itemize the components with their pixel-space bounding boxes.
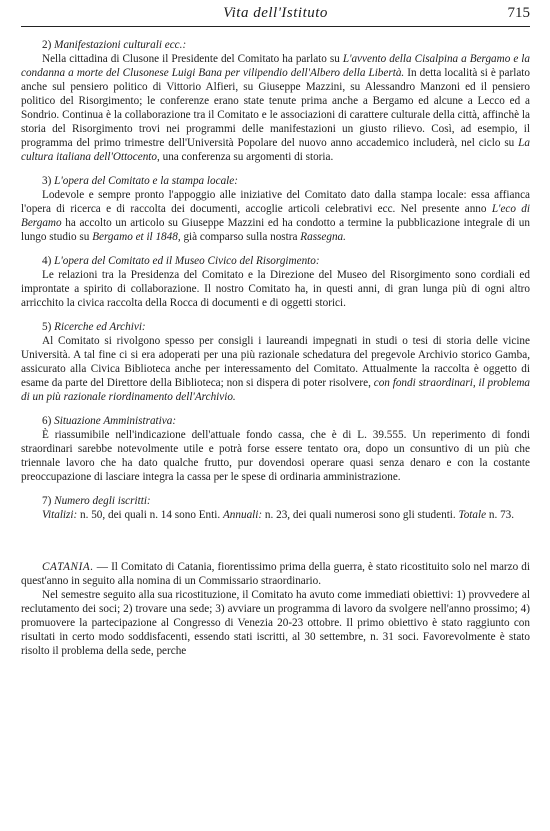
section-number: 7) (42, 495, 52, 507)
section-catania (21, 560, 530, 658)
italic-title: Rassegna. (300, 231, 346, 243)
section-number: 5) (42, 321, 52, 333)
text-run: , una conferenza su argomenti di storia. (157, 151, 334, 163)
section-heading (21, 494, 530, 508)
running-title: Vita dell'Istituto (223, 5, 328, 21)
paragraph: È riassumibile nell'indicazione dell'attuale fondo cassa, che è di L. 39.555. Un reperimento di fondi straordinari sarebbe notevolmente utile e potrà forse essere tentato ora, dopo un consuntivo di un più che triennale lavoro che ha dato qualche frutto, pur dovendosi operare quasi senza denaro e con la costante preoccupazione di lasciare integra la cassa per le spese di ordinaria amministrazione. (21, 429, 530, 483)
section-manifestazioni-culturali (21, 38, 530, 164)
text-run: Al Comitato si rivolgono spesso per consigli i laureandi impegnati in studi o tesi di storia delle vicine Università. A tal fine ci si era adoperati per una più razionale schedatura del pregevole Archivio storico Gamba, assicurato alla Civica Biblioteca anche per interessamento del Comitato. Attualmente la raccolta è oggetto di esame da parte del Direttore della Biblioteca; non si dispera di poter risolvere, (21, 335, 530, 389)
section-heading (21, 174, 530, 188)
city-name: CATANIA. (42, 561, 94, 573)
section-title: Ricerche ed Archivi: (54, 321, 146, 333)
section-heading (21, 38, 530, 52)
section-number: 6) (42, 415, 52, 427)
paragraph (21, 188, 530, 244)
section-number: 4) (42, 255, 52, 267)
label-totale: Totale (458, 509, 487, 521)
section-numero-iscritti (21, 494, 530, 522)
label-annuali: Annuali: (222, 509, 263, 521)
section-stampa-locale (21, 174, 530, 244)
section-title: Numero degli iscritti: (54, 495, 151, 507)
italic-title: L'avvento della Cisalpina a Bergamo e la condanna a morte del Clusonese Luigi Bana per vilipendio dell'Albero della Libertà. (21, 53, 530, 79)
section-title: L'opera del Comitato e la stampa locale: (54, 175, 238, 187)
section-title: Situazione Amministrativa: (54, 415, 177, 427)
section-ricerche-archivi (21, 320, 530, 404)
section-museo-civico (21, 254, 530, 310)
paragraph (21, 52, 530, 164)
paragraph: Nel semestre seguito alla sua ricostituzione, il Comitato ha avuto come immediati obiettivi: 1) provvedere al reclutamento dei soci; 2) trovare una sede; 3) avviare un programma di lavoro da svolgere nell'anno prossimo; 4) promuovere la partecipazione al Congresso di Venezia 20-23 ottobre. Il primo obiettivo è stato raggiunto con risultati in certo modo soddisfacenti, essendo stati iscritti, al 30 settembre, n. 31 soci. Favorevolmente è stato risolto il problema della sede, perche (21, 589, 530, 657)
text-run: — Il Comitato di Catania, fiorentissimo prima della guerra, è stato ricostituito solo nel marzo di quest'anno in seguito alla nomina di un Commissario straordinario. (21, 561, 530, 587)
text-run: Nella cittadina di Clusone il Presidente del Comitato ha parlato su (42, 53, 343, 65)
page-body (21, 38, 530, 658)
paragraph (21, 508, 530, 522)
label-vitalizi: Vitalizi: (42, 509, 78, 521)
text-run: n. 73. (486, 509, 515, 521)
section-situazione-amministrativa (21, 414, 530, 484)
page-number: 715 (507, 5, 530, 21)
text-run: già comparso sulla nostra (180, 231, 301, 243)
paragraph (21, 334, 530, 404)
paragraph (21, 560, 530, 588)
section-title: L'opera del Comitato ed il Museo Civico del Risorgimento: (54, 255, 320, 267)
section-heading (21, 414, 530, 428)
section-number: 2) (42, 39, 52, 51)
text-run: n. 50, dei quali n. 14 sono Enti. (77, 509, 223, 521)
paragraph: Le relazioni tra la Presidenza del Comitato e la Direzione del Museo del Risorgimento sono cordiali ed improntate a spirito di collaborazione. Il nostro Comitato ha, in questi anni, di gran lunga più di ogni altro arricchito la civica raccolta della Rocca di documenti e di oggetti storici. (21, 269, 530, 309)
italic-title: La cultura italiana dell'Ottocento (21, 137, 530, 163)
section-number: 3) (42, 175, 52, 187)
section-separator (21, 522, 530, 560)
text-run: n. 23, dei quali numerosi sono gli studenti. (262, 509, 459, 521)
italic-title: L'eco di Bergamo (21, 203, 530, 229)
text-run: ha accolto un articolo su Giuseppe Mazzini ed ha condotto a termine la pubblicazione integrale di un lungo studio su (21, 217, 530, 243)
running-head (21, 2, 530, 27)
text-run: In detta località si è parlato anche sul pensiero politico di Vittorio Alfieri, su Giuseppe Mazzini, su Alessandro Manzoni ed il pensiero politico del Risorgimento; le conferenze erano state tenute prima anche a Bergamo ed alcune a Lecco ed a Sondrio. Continua è la collaborazione tra il Comitato e le associazioni di carattere culturale della città, affinchè la storia del Risorgimento trovi nei programmi delle manifestazioni un giusto rilievo. Così, ad esempio, il programma del primo trimestre dell'Università Popolare del nuovo anno accademico includerà, nel ciclo su (21, 67, 530, 149)
section-heading (21, 320, 530, 334)
italic-text: con fondi straordinari, il problema di un più razionale riordinamento dell'Archivio. (21, 377, 531, 403)
section-heading (21, 254, 530, 268)
italic-title: Bergamo et il 1848, (92, 231, 181, 243)
section-title: Manifestazioni culturali ecc.: (54, 39, 187, 51)
text-run: Lodevole e sempre pronto l'appoggio alle iniziative del Comitato dato dalla stampa locale: essa affianca l'opera di ricerca e di raccolta dei documenti, accoglie articoli celebrativi ecc. Nel presente anno (21, 189, 530, 215)
